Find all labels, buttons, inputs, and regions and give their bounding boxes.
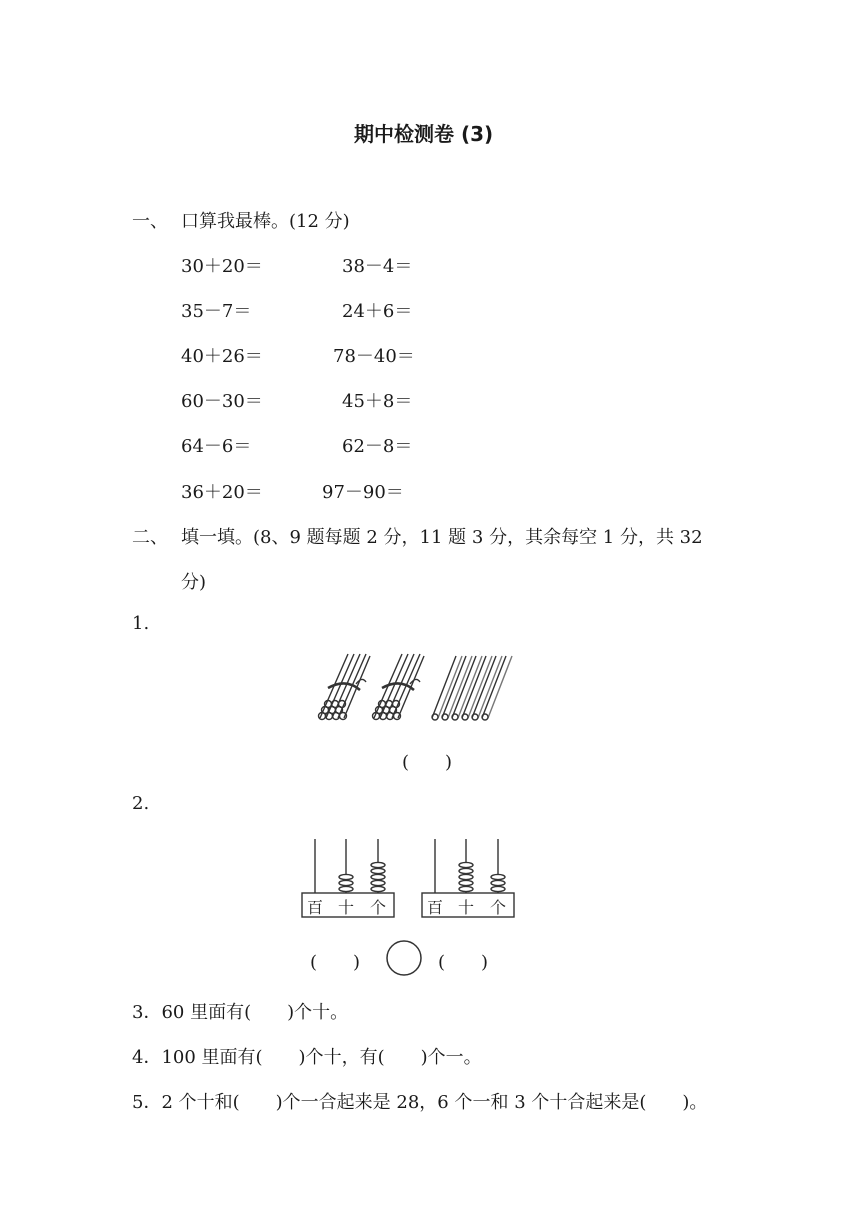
question-3: 3．60 里面有( )个十。: [132, 1002, 349, 1023]
page-title: 期中检测卷 (3): [354, 122, 494, 146]
section1-heading: 口算我最棒。(12 分): [181, 211, 350, 232]
right-tens-beads: [459, 862, 473, 891]
problem-r3-right: 78－40＝: [333, 346, 415, 367]
problem-r3-left: 40＋26＝: [181, 346, 263, 367]
q2-number: 2.: [132, 793, 150, 814]
bundle-of-ten-right: [373, 654, 425, 720]
q2-blank-right: ( ): [438, 952, 489, 973]
bundle-of-ten-left: [319, 654, 371, 720]
right-abacus-label-ones: 个: [490, 898, 507, 917]
problem-r5-left: 64－6＝: [181, 436, 252, 457]
section2-heading-line1: 填一填。(8、9 题每题 2 分，11 题 3 分，其余每空 1 分，共 32: [181, 527, 703, 548]
problem-r6-left: 36＋20＝: [181, 482, 263, 503]
problem-r6-right: 97－90＝: [322, 482, 404, 503]
problem-r4-left: 60－30＝: [181, 391, 263, 412]
compare-circle: [384, 938, 424, 978]
question-5: 5．2 个十和( )个一合起来是 28，6 个一和 3 个十合起来是( )。: [132, 1092, 708, 1113]
left-abacus-label-ones: 个: [370, 898, 387, 917]
sticks-illustration: [308, 648, 548, 728]
right-abacus-label-tens: 十: [458, 898, 475, 917]
question-4: 4．100 里面有( )个十，有( )个一。: [132, 1047, 482, 1068]
problem-r2-right: 24＋6＝: [342, 301, 413, 322]
q2-blank-left: ( ): [310, 952, 361, 973]
single-sticks: [432, 656, 512, 720]
right-abacus-label-hundreds: 百: [427, 898, 444, 917]
problem-r4-right: 45＋8＝: [342, 391, 413, 412]
problem-r5-right: 62－8＝: [342, 436, 413, 457]
left-abacus-label-tens: 十: [338, 898, 355, 917]
q1-answer-blank: ( ): [402, 752, 453, 773]
abacus-illustration: [298, 835, 528, 920]
section2-number: 二、: [132, 527, 168, 548]
left-ones-beads: [371, 862, 385, 891]
left-tens-beads: [339, 874, 353, 891]
q1-number: 1.: [132, 613, 150, 634]
problem-r1-right: 38－4＝: [342, 256, 413, 277]
problem-r1-left: 30＋20＝: [181, 256, 263, 277]
left-abacus-label-hundreds: 百: [307, 898, 324, 917]
section2-heading-line2: 分): [181, 572, 207, 593]
problem-r2-left: 35－7＝: [181, 301, 252, 322]
right-ones-beads: [491, 874, 505, 891]
section1-number: 一、: [132, 211, 168, 232]
